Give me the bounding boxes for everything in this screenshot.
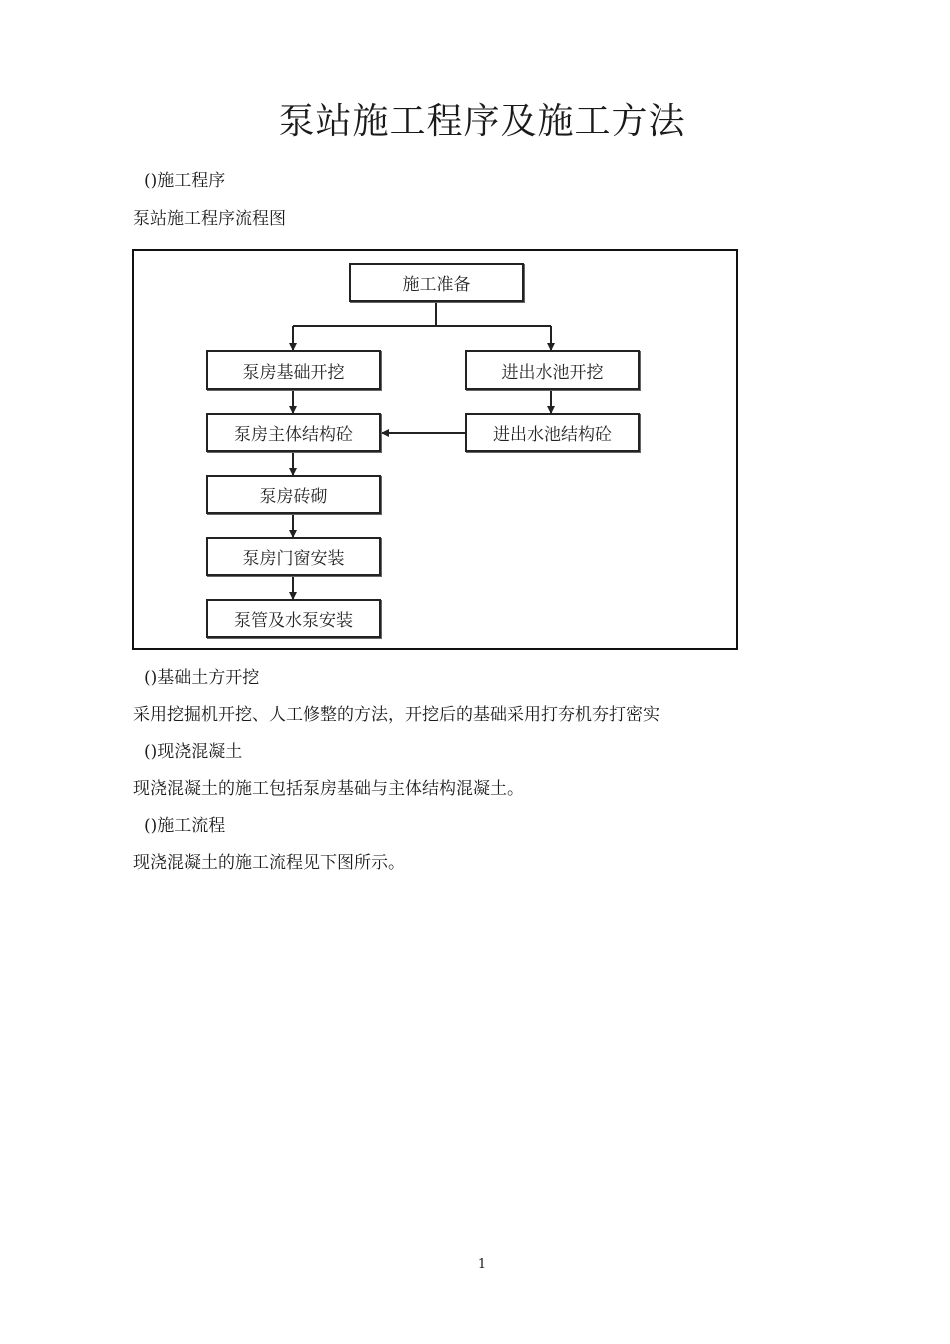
flow-node-masonry: 泵房砖砌	[206, 475, 381, 514]
section-text-excavation: 采用挖掘机开挖、人工修整的方法，开挖后的基础采用打夯机夯打密实	[133, 705, 660, 725]
procedure-flowchart	[132, 249, 738, 650]
section-heading-construction-procedure: ()施工程序	[144, 171, 226, 191]
section-heading-construction-flow: ()施工流程	[144, 816, 226, 836]
flow-node-pool-excavation: 进出水池开挖	[465, 350, 640, 390]
flowchart-caption: 泵站施工程序流程图	[133, 209, 286, 229]
page-number: 1	[477, 1257, 487, 1272]
flow-node-prep: 施工准备	[349, 263, 524, 302]
flow-node-pool-structure: 进出水池结构砼	[465, 413, 640, 452]
flow-node-pumps-install: 泵管及水泵安装	[206, 599, 381, 638]
flow-node-doors-windows: 泵房门窗安装	[206, 537, 381, 576]
section-heading-cast-concrete: ()现浇混凝土	[144, 742, 243, 762]
section-heading-excavation: ()基础土方开挖	[144, 668, 260, 688]
section-text-construction-flow: 现浇混凝土的施工流程见下图所示。	[133, 853, 405, 873]
section-text-cast-concrete: 现浇混凝土的施工包括泵房基础与主体结构混凝土。	[133, 779, 524, 799]
flow-node-main-structure: 泵房主体结构砼	[206, 413, 381, 452]
flow-node-foundation-excavation: 泵房基础开挖	[206, 350, 381, 390]
page-title: 泵站施工程序及施工方法	[278, 101, 686, 142]
